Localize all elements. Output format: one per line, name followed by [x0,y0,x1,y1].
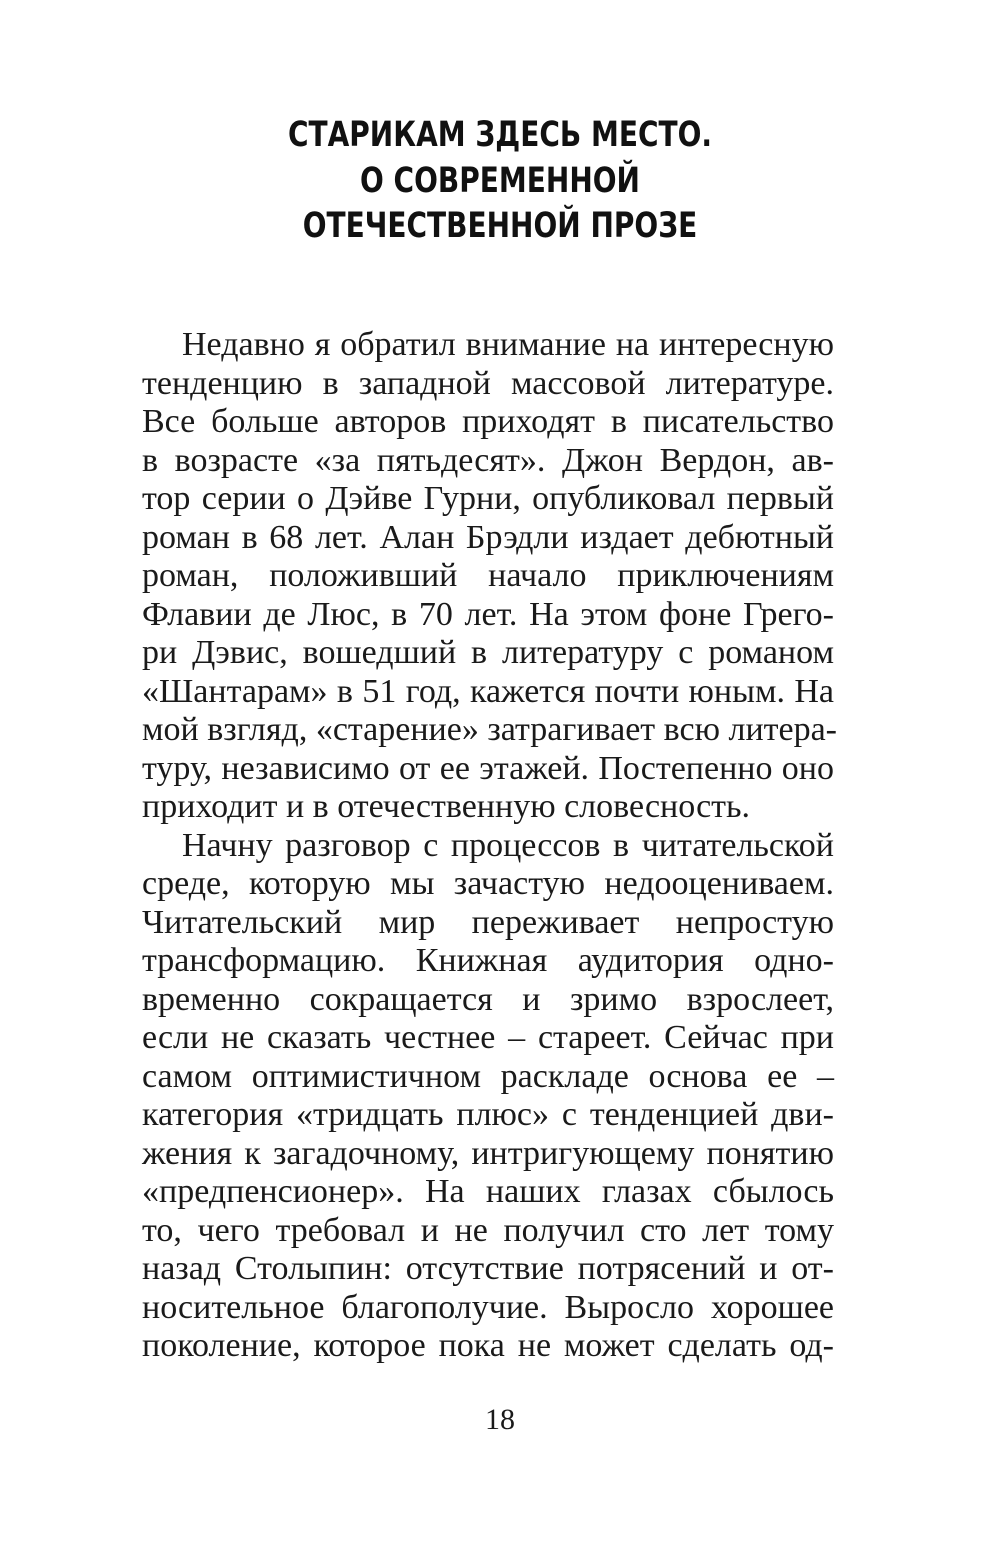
text-line: временно сокращается и зримо взрослеет, [142,980,834,1018]
paragraph-1 [142,326,838,827]
text-line: роман, положивший начало приключениям [142,557,834,594]
text-line: туру, независимо от ее этажей. Постепенно оно [142,749,834,787]
text-line: Читательский мир переживает непростую [142,903,834,941]
text-line: «Шантарам» в 51 год, кажется почти юным. На [142,672,834,710]
chapter-title-line: ОТЕЧЕСТВЕННОЙ ПРОЗЕ [302,206,698,246]
text-line: Все больше авторов приходят в писательство [142,403,834,440]
text-line: то, чего требовал и не получил сто лет тому [142,1211,834,1249]
chapter-title [100,113,900,250]
text-line: Начну разговор с процессов в читательской [182,826,834,864]
text-line: самом оптимистичном раскладе основа ее – [142,1057,834,1095]
chapter-title-line: СТАРИКАМ ЗДЕСЬ МЕСТО. [287,115,713,155]
text-line: трансформацию. Книжная аудитория одно- [142,942,834,979]
text-line: ри Дэвис, вошедший в литературу с романом [142,634,834,671]
text-line: приходит и в отечественную словесность. [142,788,751,825]
text-line: назад Столыпин: отсутствие потрясений и от- [142,1250,834,1287]
text-line: носительное благополучие. Выросло хорошее [142,1288,834,1326]
text-line: категория «тридцать плюс» с тенденцией дви- [142,1096,834,1133]
text-line: Недавно я обратил внимание на интересную [182,326,834,363]
text-line: среде, которую мы зачастую недооцениваем. [142,865,834,902]
body-text [142,326,838,1366]
text-line: тор серии о Дэйве Гурни, опубликовал первый [142,480,834,517]
text-line: роман в 68 лет. Алан Брэдли издает дебютный [142,518,834,556]
text-line: «предпенсионер». На наших глазах сбылось [142,1173,834,1210]
text-line: мой взгляд, «старение» затрагивает всю литера- [142,711,838,748]
text-line: тенденцию в западной массовой литературе. [142,364,834,402]
text-line: поколение, которое пока не может сделать од- [142,1327,834,1364]
page-number: 18 [485,1403,515,1436]
text-line: Флавии де Люс, в 70 лет. На этом фоне Грего- [142,595,834,633]
paragraph-2 [142,827,834,1366]
chapter-title-line: О СОВРЕМЕННОЙ [360,160,640,201]
text-line: в возрасте «за пятьдесят». Джон Вердон, ав- [142,441,834,479]
text-line: жения к загадочному, интригующему понятию [142,1134,834,1172]
text-line: если не сказать честнее – стареет. Сейчас при [142,1019,834,1056]
